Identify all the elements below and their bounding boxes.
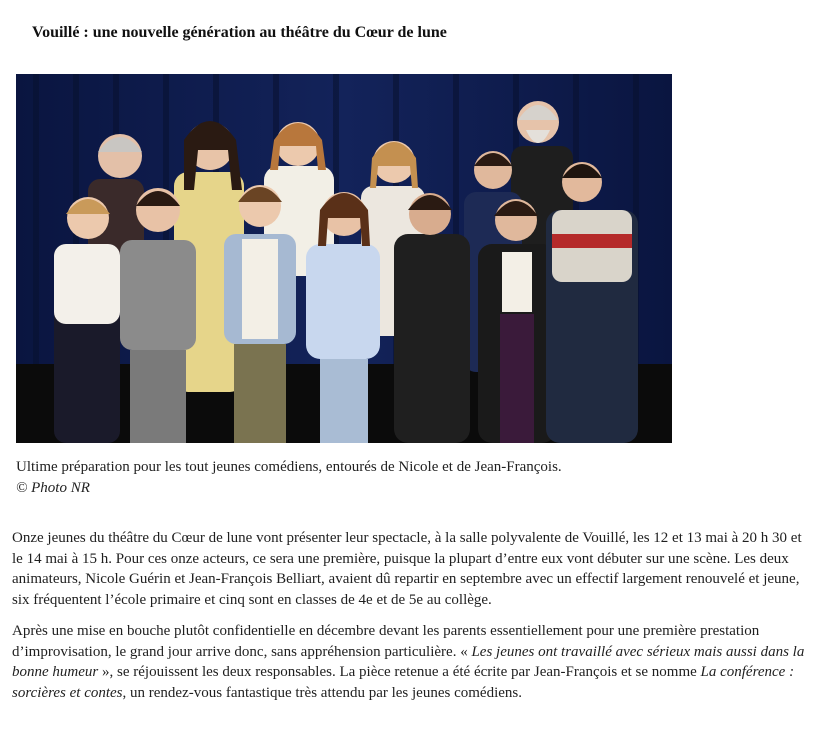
paragraph-1: Onze jeunes du théâtre du Cœur de lune vont présenter leur spectacle, à la salle polyvalente de Vouillé, les 12 et 13 mai à 20 h 30 et le 14 mai à 15 h. Pour ces onze acteurs, ce sera une première, puisque la plupart d’entre eux vont débuter sur une scène. Les deux animateurs, Nicole Guérin et Jean-François Belliart, avaient dû repartir en septembre avec un effectif largement renouvelé et jeune, six fréquentent l’école primaire et cinq sont en classes de 4e et de 5e au collège. xyxy=(12,530,802,608)
paragraph-2-part-3: , un rendez-vous fantastique très attendu par les jeunes comédiens. xyxy=(122,684,522,701)
paragraph-2-part-1: Après une mise en bouche plutôt confidentielle en décembre devant les parents essentiellement pour une première prestation d’improvisation, le grand jour arrive donc, sans appréhension particulière. « xyxy=(12,623,760,660)
article-photo xyxy=(16,74,672,443)
paragraph-2-quote: Les jeunes ont travaillé avec sérieux mais aussi dans la bonne humeur xyxy=(12,643,805,680)
paragraph-2-part-2: », se réjouissent les deux responsables. La pièce retenue a été écrite par Jean-François et se nomme xyxy=(98,664,701,680)
paragraph-2 xyxy=(12,621,812,703)
group-photo-illustration xyxy=(16,74,672,443)
article-title: Vouillé : une nouvelle génération au théâtre du Cœur de lune xyxy=(32,24,447,41)
photo-caption: Ultime préparation pour les tout jeunes comédiens, entourés de Nicole et de Jean-François. xyxy=(16,459,562,475)
article-body xyxy=(12,528,812,714)
photo-caption-block xyxy=(16,457,806,499)
photo-credit: © Photo NR xyxy=(16,480,90,496)
play-title: La conférence : sorcières et contes xyxy=(12,664,795,701)
